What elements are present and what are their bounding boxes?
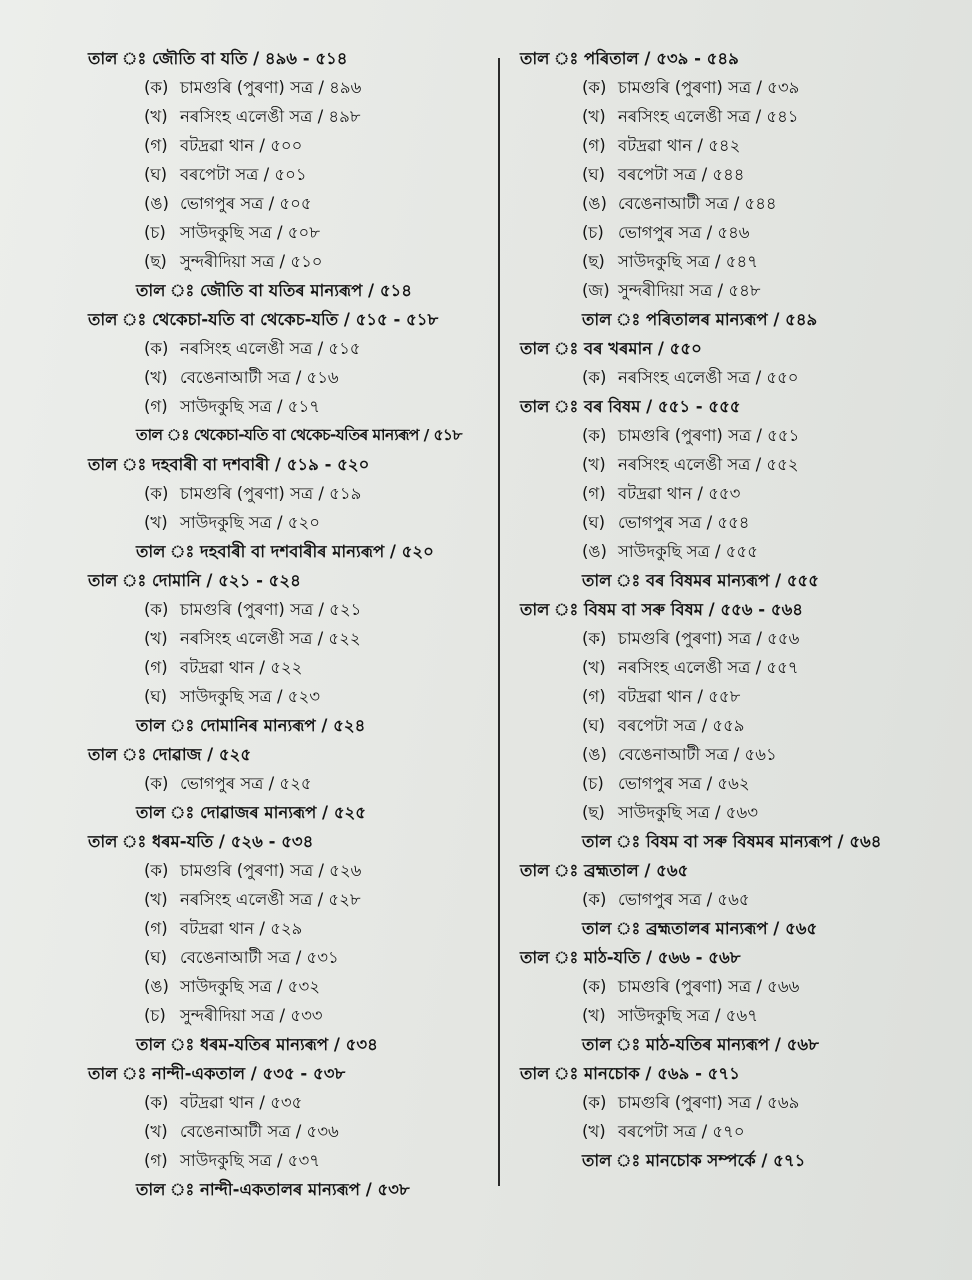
tal-section [520,856,960,943]
entry-marker: (গ) [144,658,168,677]
entry-marker: (চ) [144,1006,166,1025]
tal-heading: তাল ঃ দোমানি / ৫২১ - ৫২৪ [88,571,301,590]
entry-text: সাউদকুছি সত্ৰ / ৫৬৭ [618,1006,758,1025]
tal-summary: তাল ঃ মানচোক সম্পৰ্কে / ৫৭১ [582,1151,806,1170]
satra-entry [520,885,960,914]
entry-text: সুন্দৰীদিয়া সত্ৰ / ৫৪৮ [618,281,761,300]
tal-summary: তাল ঃ থেকেচা-যতি বা থেকেচ-যতিৰ মান্যৰূপ / ৫১৮ [136,426,462,444]
entry-marker: (খ) [582,658,606,677]
satra-entry [88,334,493,363]
entry-text: সাউদকুছি সত্ৰ / ৫৩৭ [180,1151,320,1170]
entry-marker: (ক) [144,861,169,880]
entry-text: নৰসিংহ এলেঙী সত্ৰ / ৪৯৮ [180,107,361,126]
satra-entry [88,682,493,711]
entry-text: ভোগপুৰ সত্ৰ / ৫৬২ [618,774,750,793]
entry-marker: (ছ) [582,803,605,822]
column-divider [498,58,500,1186]
tal-summary: তাল ঃ মাঠ-যতিৰ মান্যৰূপ / ৫৬৮ [582,1035,819,1054]
entry-text: বৰপেটা সত্ৰ / ৫০১ [180,165,307,184]
tal-heading: তাল ঃ ব্ৰহ্মতাল / ৫৬৫ [520,861,689,880]
entry-marker: (চ) [144,223,166,242]
entry-marker: (গ) [144,1151,168,1170]
left-column [88,44,493,1204]
entry-text: বেঙেনাআটী সত্ৰ / ৫৩১ [180,948,339,967]
tal-summary: তাল ঃ বিষম বা সৰু বিষমৰ মান্যৰূপ / ৫৬৪ [582,832,882,851]
tal-summary: তাল ঃ বৰ বিষমৰ মান্যৰূপ / ৫৫৫ [582,571,819,590]
entry-text: সাউদকুছি সত্ৰ / ৫৩২ [180,977,320,996]
satra-entry [520,479,960,508]
tal-section [520,392,960,595]
entry-marker: (খ) [582,107,606,126]
tal-heading: তাল ঃ মানচোক / ৫৬৯ - ৫৭১ [520,1064,740,1083]
entry-marker: (ঘ) [144,687,168,706]
entry-marker: (ক) [144,600,169,619]
entry-marker: (ঙ) [582,745,607,764]
entry-marker: (খ) [582,1122,606,1141]
entry-marker: (ক) [582,1093,607,1112]
entry-text: ভোগপুৰ সত্ৰ / ৫৪৬ [618,223,750,242]
satra-entry [520,218,960,247]
entry-text: নৰসিংহ এলেঙী সত্ৰ / ৫২৮ [180,890,361,909]
entry-marker: (ক) [144,339,169,358]
entry-marker: (জ) [582,281,610,300]
entry-marker: (ঘ) [582,716,606,735]
tal-heading: তাল ঃ দোৱাজ / ৫২৫ [88,745,252,764]
entry-marker: (খ) [144,890,168,909]
tal-summary: তাল ঃ ধৰম-যতিৰ মান্যৰূপ / ৫৩৪ [136,1035,378,1054]
tal-heading: তাল ঃ নান্দী-একতাল / ৫৩৫ - ৫৩৮ [88,1064,346,1083]
entry-text: বেঙেনাআটী সত্ৰ / ৫৩৬ [180,1122,339,1141]
tal-summary: তাল ঃ দহবাৰী বা দশবাৰীৰ মান্যৰূপ / ৫২০ [136,542,434,561]
entry-marker: (ক) [582,426,607,445]
satra-entry [88,653,493,682]
tal-heading: তাল ঃ মাঠ-যতি / ৫৬৬ - ৫৬৮ [520,948,741,967]
tal-heading: তাল ঃ দহবাৰী বা দশবাৰী / ৫১৯ - ৫২০ [88,455,370,474]
entry-marker: (ক) [582,977,607,996]
tal-summary: তাল ঃ পৰিতালৰ মান্যৰূপ / ৫৪৯ [582,310,818,329]
entry-text: বটদ্ৰৱা থান / ৫৫৮ [618,687,741,706]
satra-entry [88,595,493,624]
satra-entry [520,711,960,740]
entry-marker: (ছ) [582,252,605,271]
satra-entry [88,856,493,885]
entry-text: বৰপেটা সত্ৰ / ৫৫৯ [618,716,745,735]
tal-section [88,450,493,566]
satra-entry [88,102,493,131]
entry-marker: (গ) [144,919,168,938]
satra-entry [88,363,493,392]
tal-heading: তাল ঃ বৰ খৰমান / ৫৫০ [520,339,702,358]
entry-text: ভোগপুৰ সত্ৰ / ৫০৫ [180,194,312,213]
entry-text: চামগুৰি (পুৰণা) সত্ৰ / ৫৩৯ [618,78,800,97]
satra-entry [88,218,493,247]
entry-text: বটদ্ৰৱা থান / ৫৫৩ [618,484,741,503]
satra-entry [520,653,960,682]
entry-text: সাউদকুছি সত্ৰ / ৫১৭ [180,397,320,416]
satra-entry [88,189,493,218]
satra-entry [520,1001,960,1030]
entry-text: চামগুৰি (পুৰণা) সত্ৰ / ৫১৯ [180,484,362,503]
entry-text: সাউদকুছি সত্ৰ / ৫২৩ [180,687,320,706]
tal-section [88,740,493,827]
entry-text: বৰপেটা সত্ৰ / ৫৪৪ [618,165,745,184]
satra-entry [520,102,960,131]
entry-text: সাউদকুছি সত্ৰ / ৫০৮ [180,223,320,242]
entry-marker: (ক) [582,368,607,387]
entry-marker: (ক) [144,1093,169,1112]
entry-marker: (খ) [144,513,168,532]
satra-entry [88,885,493,914]
entry-text: নৰসিংহ এলেঙী সত্ৰ / ৫৫০ [618,368,799,387]
tal-heading: তাল ঃ জৌতি বা যতি / ৪৯৬ - ৫১৪ [88,49,348,68]
satra-entry [520,247,960,276]
entry-marker: (ছ) [144,252,167,271]
entry-marker: (গ) [144,397,168,416]
satra-entry [88,73,493,102]
tal-heading: তাল ঃ পৰিতাল / ৫৩৯ - ৫৪৯ [520,49,739,68]
satra-entry [520,1117,960,1146]
entry-marker: (ক) [144,484,169,503]
entry-marker: (খ) [144,107,168,126]
entry-marker: (খ) [144,368,168,387]
entry-text: সাউদকুছি সত্ৰ / ৫৬৩ [618,803,758,822]
entry-text: ভোগপুৰ সত্ৰ / ৫৫৪ [618,513,750,532]
entry-text: সুন্দৰীদিয়া সত্ৰ / ৫১০ [180,252,323,271]
tal-heading: তাল ঃ থেকেচা-যতি বা থেকেচ-যতি / ৫১৫ - ৫১৮ [88,310,439,329]
entry-text: নৰসিংহ এলেঙী সত্ৰ / ৫৪১ [618,107,799,126]
satra-entry [520,276,960,305]
entry-marker: (খ) [582,455,606,474]
entry-text: ভোগপুৰ সত্ৰ / ৫৬৫ [618,890,750,909]
satra-entry [520,624,960,653]
satra-entry [88,508,493,537]
satra-entry [88,392,493,421]
entry-text: চামগুৰি (পুৰণা) সত্ৰ / ৫২৬ [180,861,362,880]
entry-text: সুন্দৰীদিয়া সত্ৰ / ৫৩৩ [180,1006,323,1025]
entry-text: নৰসিংহ এলেঙী সত্ৰ / ৫২২ [180,629,361,648]
entry-marker: (ঘ) [582,165,606,184]
satra-entry [520,189,960,218]
tal-summary: তাল ঃ দোমানিৰ মান্যৰূপ / ৫২৪ [136,716,366,735]
satra-entry [520,537,960,566]
entry-text: সাউদকুছি সত্ৰ / ৫৪৭ [618,252,758,271]
tal-heading: তাল ঃ বৰ বিষম / ৫৫১ - ৫৫৫ [520,397,741,416]
tal-section [88,1059,493,1204]
tal-section [520,334,960,392]
satra-entry [520,73,960,102]
satra-entry [88,1146,493,1175]
entry-marker: (ঙ) [582,194,607,213]
entry-marker: (ঙ) [144,977,169,996]
entry-text: চামগুৰি (পুৰণা) সত্ৰ / ৪৯৬ [180,78,362,97]
satra-entry [88,769,493,798]
entry-text: চামগুৰি (পুৰণা) সত্ৰ / ৫৫১ [618,426,800,445]
satra-entry [88,1088,493,1117]
entry-marker: (গ) [582,687,606,706]
satra-entry [520,160,960,189]
satra-entry [88,972,493,1001]
entry-marker: (ক) [582,78,607,97]
entry-text: বেঙেনাআটী সত্ৰ / ৫৪৪ [618,194,777,213]
tal-section [88,44,493,305]
tal-section [520,943,960,1059]
entry-marker: (ক) [144,774,169,793]
entry-text: ভোগপুৰ সত্ৰ / ৫২৫ [180,774,312,793]
entry-marker: (গ) [582,136,606,155]
tal-summary: তাল ঃ নান্দী-একতালৰ মান্যৰূপ / ৫৩৮ [136,1180,410,1199]
satra-entry [520,682,960,711]
satra-entry [88,943,493,972]
entry-text: সাউদকুছি সত্ৰ / ৫২০ [180,513,320,532]
right-column [520,44,960,1175]
satra-entry [520,421,960,450]
entry-marker: (গ) [582,484,606,503]
satra-entry [520,131,960,160]
satra-entry [520,972,960,1001]
tal-section [520,44,960,334]
tal-summary: তাল ঃ জৌতি বা যতিৰ মান্যৰূপ / ৫১৪ [136,281,412,300]
entry-text: বটদ্ৰৱা থান / ৫৪২ [618,136,741,155]
entry-text: বটদ্ৰৱা থান / ৫২৯ [180,919,303,938]
satra-entry [88,914,493,943]
tal-section [520,1059,960,1175]
entry-text: বটদ্ৰৱা থান / ৫৩৫ [180,1093,303,1112]
entry-text: বেঙেনাআটী সত্ৰ / ৫৬১ [618,745,777,764]
entry-text: নৰসিংহ এলেঙী সত্ৰ / ৫৫২ [618,455,799,474]
entry-marker: (ঘ) [144,948,168,967]
entry-marker: (ঘ) [144,165,168,184]
satra-entry [520,508,960,537]
tal-section [520,595,960,856]
tal-heading: তাল ঃ বিষম বা সৰু বিষম / ৫৫৬ - ৫৬৪ [520,600,804,619]
entry-marker: (চ) [582,774,604,793]
entry-text: সাউদকুছি সত্ৰ / ৫৫৫ [618,542,758,561]
satra-entry [520,798,960,827]
entry-text: চামগুৰি (পুৰণা) সত্ৰ / ৫৬৬ [618,977,800,996]
entry-text: বেঙেনাআটী সত্ৰ / ৫১৬ [180,368,339,387]
entry-marker: (গ) [144,136,168,155]
tal-heading: তাল ঃ ধৰম-যতি / ৫২৬ - ৫৩৪ [88,832,314,851]
entry-marker: (ঙ) [582,542,607,561]
tal-section [88,305,493,450]
satra-entry [520,363,960,392]
entry-text: বটদ্ৰৱা থান / ৫২২ [180,658,303,677]
entry-marker: (ঘ) [582,513,606,532]
satra-entry [88,131,493,160]
satra-entry [520,740,960,769]
satra-entry [88,1117,493,1146]
tal-summary: তাল ঃ দোৱাজৰ মান্যৰূপ / ৫২৫ [136,803,366,822]
entry-marker: (খ) [582,1006,606,1025]
satra-entry [88,247,493,276]
entry-marker: (চ) [582,223,604,242]
entry-marker: (ক) [582,629,607,648]
satra-entry [88,624,493,653]
tal-section [88,827,493,1059]
entry-text: চামগুৰি (পুৰণা) সত্ৰ / ৫৫৬ [618,629,800,648]
entry-text: চামগুৰি (পুৰণা) সত্ৰ / ৫৬৯ [618,1093,800,1112]
entry-marker: (ঙ) [144,194,169,213]
satra-entry [520,769,960,798]
entry-text: চামগুৰি (পুৰণা) সত্ৰ / ৫২১ [180,600,362,619]
entry-marker: (ক) [582,890,607,909]
tal-section [88,566,493,740]
satra-entry [88,160,493,189]
satra-entry [520,450,960,479]
tal-summary: তাল ঃ ব্ৰহ্মতালৰ মান্যৰূপ / ৫৬৫ [582,919,818,938]
entry-marker: (ক) [144,78,169,97]
entry-text: নৰসিংহ এলেঙী সত্ৰ / ৫৫৭ [618,658,799,677]
entry-text: নৰসিংহ এলেঙী সত্ৰ / ৫১৫ [180,339,361,358]
satra-entry [88,479,493,508]
entry-marker: (খ) [144,629,168,648]
satra-entry [88,1001,493,1030]
entry-marker: (খ) [144,1122,168,1141]
satra-entry [520,1088,960,1117]
entry-text: বৰপেটা সত্ৰ / ৫৭০ [618,1122,745,1141]
entry-text: বটদ্ৰৱা থান / ৫০০ [180,136,303,155]
